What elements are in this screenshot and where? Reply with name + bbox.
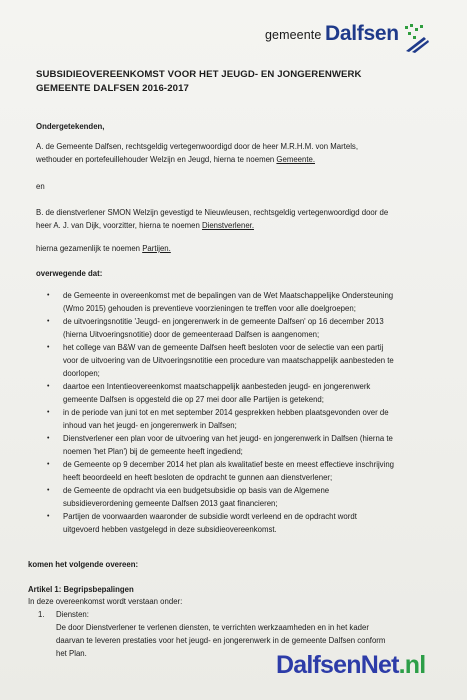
bullet-icon: • <box>47 487 50 494</box>
dalfsennet-watermark <box>274 649 462 691</box>
ondergetekenden-heading: Ondergetekenden, <box>36 122 105 131</box>
logo-mark-icon <box>402 23 430 53</box>
overwegende-item-line: inhoud van het jeugd- en jongerenwerk in Dalfsen; <box>63 421 237 430</box>
overwegende-item-line: gemeente Dalfsen is opgesteld die op 27 mei door alle Partijen is getekend; <box>63 395 324 404</box>
overwegende-item-line: subsidieverordening gemeente Dalfsen 2013 gaat financieren; <box>63 499 278 508</box>
overwegende-item-line: in de periode van juni tot en met september 2014 gesprekken hebben plaatsgevonden over de <box>63 408 389 417</box>
en-text: en <box>36 182 45 191</box>
overwegende-item-line: heeft beoordeeld en heeft besloten de opdracht te gunnen aan dienstverlener; <box>63 473 333 482</box>
bullet-icon: • <box>47 318 50 325</box>
overwegende-item-line: (Wmo 2015) gehouden is preventieve voorzieningen te treffen voor alle doelgroepen; <box>63 304 356 313</box>
overwegende-item-line: het college van B&W van de gemeente Dalfsen heeft besloten voor de selectie van een partij <box>63 343 384 352</box>
overwegende-item-line: de Gemeente op 9 december 2014 het plan als kwalitatief beste en meest effectieve inschrijving <box>63 460 394 469</box>
overwegende-item-line: noemen 'het Plan') bij de gemeente heeft ingediend; <box>63 447 243 456</box>
party-b-term: Dienstverlener. <box>201 221 254 230</box>
party-a-line-2 <box>36 153 315 166</box>
party-a-line-2-text: wethouder en portefeuillehouder Welzijn en Jeugd, hierna te noemen <box>36 155 277 164</box>
watermark-text <box>276 651 425 680</box>
artikel-1-item-number: 1. <box>38 610 45 619</box>
bullet-icon: • <box>47 409 50 416</box>
artikel-1-item-line-2: daarvan te leveren prestaties voor het jeugd- en jongerenwerk in de gemeente Dalfsen conform <box>56 636 386 645</box>
overwegende-item-line: de Gemeente in overeenkomst met de bepalingen van de Wet Maatschappelijke Ondersteuning <box>63 291 394 300</box>
bullet-icon: • <box>47 292 50 299</box>
document-title <box>36 68 436 96</box>
overwegende-item-line: voor de uitvoering van de Uitvoeringsnotitie een procedure van maatschappelijk aanbesteden te <box>63 356 394 365</box>
gemeente-dalfsen-logo <box>262 20 462 60</box>
logo-dalfsen-text: Dalfsen <box>325 22 399 45</box>
gezamenlijk-text: hierna gezamenlijk te noemen <box>36 244 143 253</box>
bullet-icon: • <box>47 461 50 468</box>
overwegende-item-line: Partijen de voorwaarden waaronder de subsidie wordt verleend en de opdracht wordt <box>63 512 357 521</box>
overwegende-heading: overwegende dat: <box>36 269 103 278</box>
overwegende-item-line: de uitvoeringsnotitie 'Jeugd- en jongerenwerk in de gemeente Dalfsen' op 16 december 2013 <box>63 317 384 326</box>
partijen-term: Partijen. <box>142 244 171 253</box>
party-a-term: Gemeente. <box>276 155 315 164</box>
overwegende-item-line: daartoe een Intentieovereenkomst maatschappelijk aanbesteden jeugd- en jongerenwerk <box>63 382 371 391</box>
komen-heading: komen het volgende overeen: <box>28 560 139 569</box>
gezamenlijk-line <box>36 242 171 255</box>
bullet-icon: • <box>47 435 50 442</box>
overwegende-item-line: (hierna Uitvoeringsnotitie) door de gemeenteraad Dalfsen is aangenomen; <box>63 330 320 339</box>
artikel-1-heading: Artikel 1: Begripsbepalingen <box>28 585 134 594</box>
title-line-2: GEMEENTE DALFSEN 2016-2017 <box>36 83 189 94</box>
artikel-1-item-line-1: De door Dienstverlener te verlenen diensten, te verrichten werkzaamheden en in het kader <box>56 623 369 632</box>
bullet-icon: • <box>47 383 50 390</box>
overwegende-item-line: Dienstverlener een plan voor de uitvoering van het jeugd- en jongerenwerk in Dalfsen (hierna te <box>63 434 393 443</box>
artikel-1-intro: In deze overeenkomst wordt verstaan onder: <box>28 597 183 606</box>
title-line-1: SUBSIDIEOVEREENKOMST VOOR HET JEUGD- EN JONGERENWERK <box>36 69 362 80</box>
watermark-main-text: DalfsenNet <box>276 651 399 679</box>
party-b-line-1: B. de dienstverlener SMON Welzijn gevestigd te Nieuwleusen, rechtsgeldig vertegenwoordigd door de <box>36 208 389 217</box>
bullet-icon: • <box>47 513 50 520</box>
artikel-1-item-label: Diensten: <box>56 610 89 619</box>
overwegende-item-line: doorlopen; <box>63 369 100 378</box>
bullet-icon: • <box>47 344 50 351</box>
overwegende-item-line: de Gemeente de opdracht via een budgetsubsidie op basis van de Algemene <box>63 486 330 495</box>
watermark-nl-text: .nl <box>398 651 426 679</box>
artikel-1-item-line-3: het Plan. <box>56 649 87 658</box>
party-b-line-2-text: heer A. J. van Dijk, voorzitter, hierna te noemen <box>36 221 202 230</box>
party-a-line-1: A. de Gemeente Dalfsen, rechtsgeldig vertegenwoordigd door de heer M.R.H.M. von Martels, <box>36 142 358 151</box>
logo-gemeente-text: gemeente <box>265 28 322 42</box>
party-b-line-2 <box>36 219 254 232</box>
overwegende-item-line: uitgevoerd hebben vastgelegd in deze subsidieovereenkomst. <box>63 525 277 534</box>
